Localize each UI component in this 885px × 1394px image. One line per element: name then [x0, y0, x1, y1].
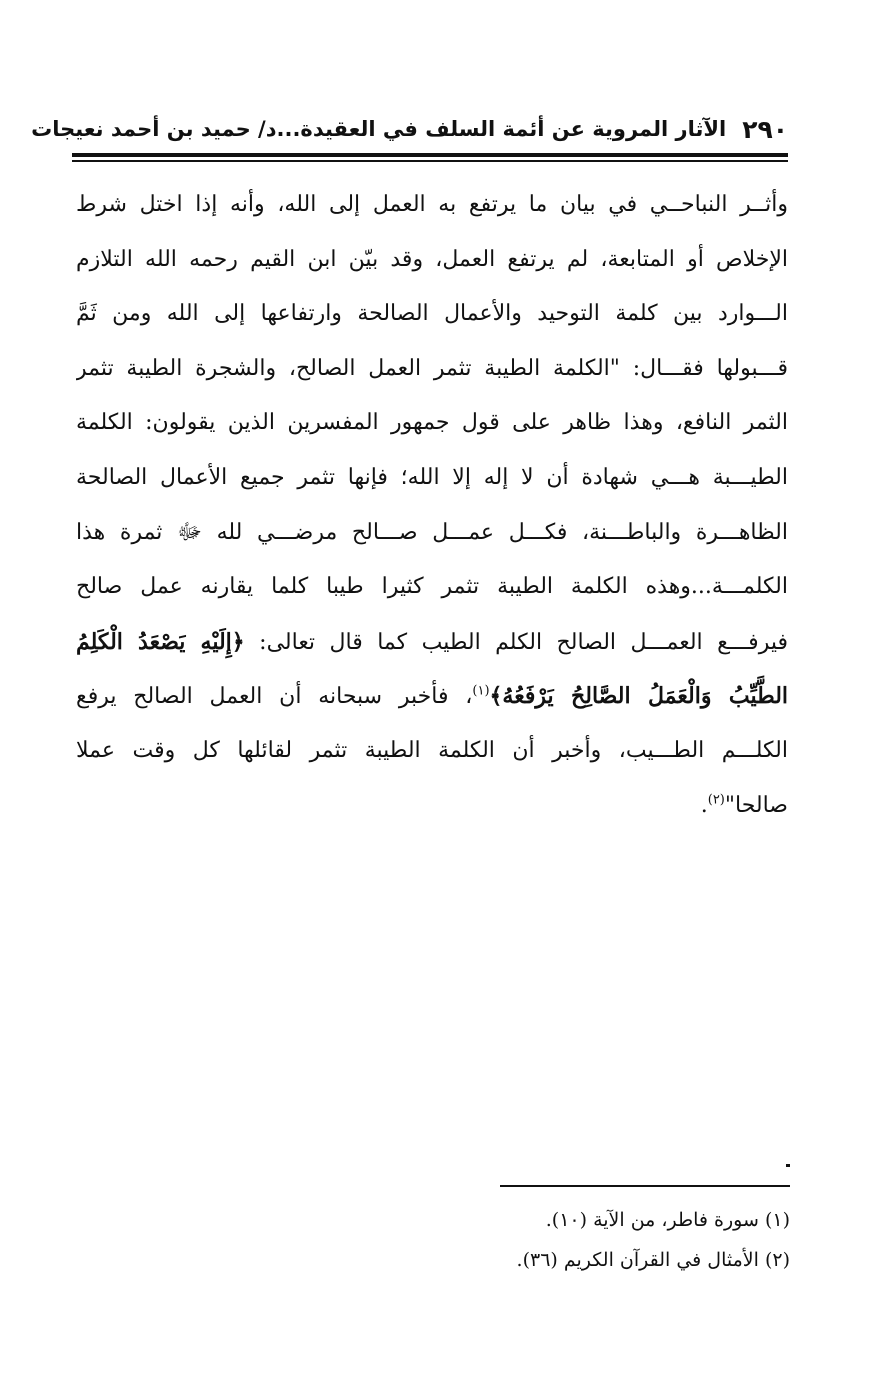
main-text [76, 178, 788, 833]
quran-verse-part1: ﴿إِلَيْهِ يَصْعَدُ الْكَلِمُ [76, 628, 245, 655]
text-line-last [76, 779, 788, 834]
text-line: الكلـــم الطـــيب، وأخبر أن الكلمة الطيبة تثمر لقائلها كل وقت عملا [76, 737, 788, 763]
text-line: الطيـــبة هـــي شهادة أن لا إله إلا الله؛ فإنها تثمر جميع الأعمال الصالحة [76, 464, 788, 490]
text-line-with-verse [76, 669, 788, 724]
running-title: الآثار المروية عن أئمة السلف في العقيدة...د/ حميد بن أحمد نعيجات [31, 117, 727, 141]
text-line-with-verse [76, 615, 788, 670]
text-line: الثمر النافع، وهذا ظاهر على قول جمهور المفسرين الذين يقولون: الكلمة [76, 410, 788, 436]
quran-verse-part2: الطَّيِّبُ وَالْعَمَلُ الصَّالِحُ يَرْفَعُهُ﴾ [489, 683, 788, 710]
text-line: الـــوارد بين كلمة التوحيد والأعمال الصالحة وارتفاعها إلى الله ومن ثَمَّ [76, 301, 788, 327]
header-rule-thick [72, 153, 788, 157]
footnote-ref-1[interactable]: (١) [472, 684, 490, 700]
text-line: الظاهـــرة والباطـــنة، فكـــل عمـــل صـــالح مرضـــي لله ﷻ ثمرة هذا [76, 519, 788, 545]
line-text: صالحا" [724, 792, 788, 818]
header-rule-thin [72, 160, 788, 162]
line-text: فيرفـــع العمـــل الصالح الكلم الطيب كما قال تعالى: [244, 629, 788, 655]
footnote-separator [500, 1185, 790, 1187]
text-line: وأثــر النباحــي في بيان ما يرتفع به العمل إلى الله، وأنه إذا اختل شرط [76, 192, 788, 217]
text-line: الإخلاص أو المتابعة، لم يرتفع العمل، وقد بيّن ابن القيم رحمه الله التلازم [76, 246, 788, 272]
text-line: قـــبولها فقـــال: "الكلمة الطيبة تثمر العمل الصالح، والشجرة الطيبة تثمر [76, 355, 788, 381]
text-line: الكلمـــة...وهذه الكلمة الطيبة تثمر كثيرا طيبا كلما يقارنه عمل صالح [76, 574, 788, 600]
page-number: ٢٩٠ [742, 114, 788, 144]
footnote-mark-dot [786, 1164, 790, 1167]
footnotes [300, 1200, 790, 1280]
footnote-ref-2[interactable]: (٢) [707, 792, 725, 808]
line-end: . [700, 792, 708, 818]
footnote-1: (١) سورة فاطر، من الآية (١٠). [545, 1209, 790, 1231]
page-header [31, 106, 788, 152]
footnote-2: (٢) الأمثال في القرآن الكريم (٣٦). [516, 1249, 790, 1271]
line-text: ، فأخبر سبحانه أن العمل الصالح يرفع [76, 684, 473, 710]
